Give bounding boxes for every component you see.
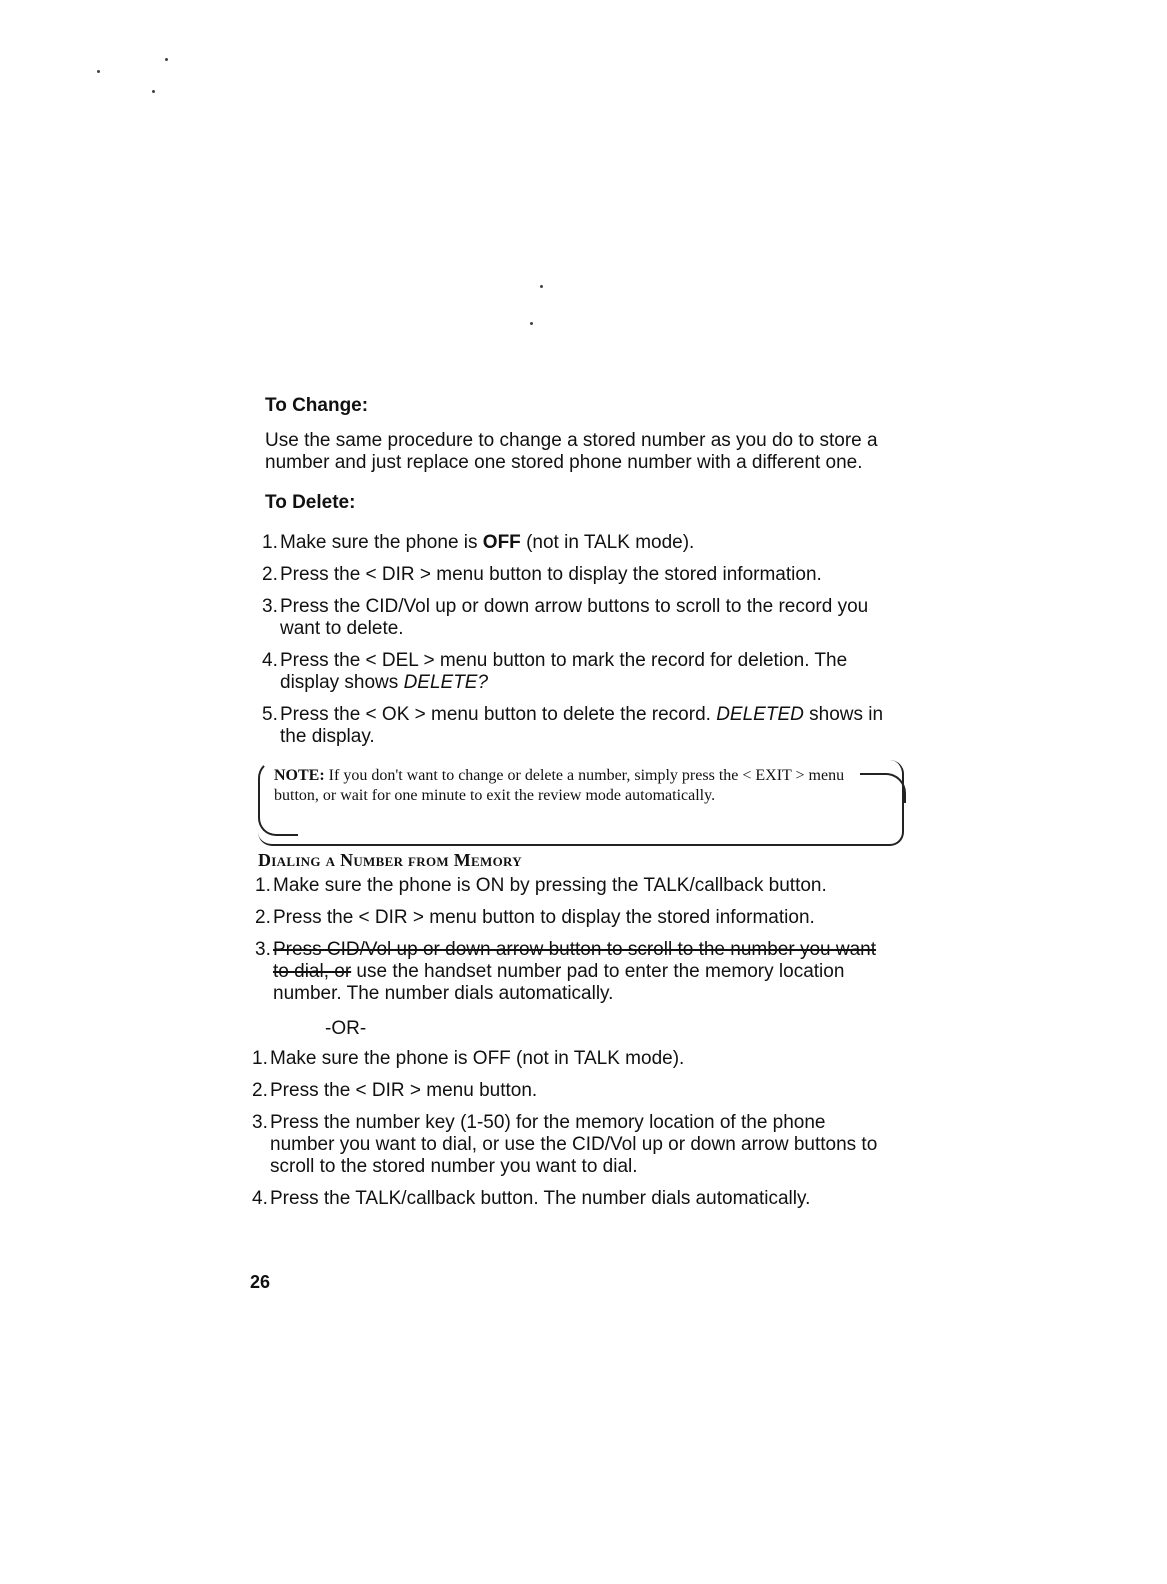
- list-item: 1. Make sure the phone is OFF (not in TALK mode).: [262, 532, 695, 553]
- scan-speck: [530, 322, 533, 325]
- list-item: 3. Press the CID/Vol up or down arrow buttons to scroll to the record you want to delete.: [262, 596, 869, 639]
- scan-speck: [97, 70, 100, 73]
- section-title: Dialing a Number from Memory: [258, 850, 522, 870]
- scan-speck: [165, 58, 168, 61]
- struck-text: Press CID/Vol up or down arrow button to scroll to the number you want to dial, or: [273, 939, 877, 982]
- list-item: 1. Make sure the phone is ON by pressing the TALK/callback button.: [255, 875, 827, 896]
- list-item: 4. Press the TALK/callback button. The number dials automatically.: [252, 1188, 811, 1209]
- delete-steps-list: [262, 532, 902, 758]
- list-item: 4. Press the < DEL > menu button to mark the record for deletion. The display shows DELETE?: [262, 650, 848, 693]
- or-separator: -OR-: [325, 1018, 367, 1039]
- note-label: NOTE:: [274, 767, 325, 784]
- dialing-steps-list: [255, 875, 895, 1015]
- note-body: If you don't want to change or delete a number, simply press the < EXIT > menu button, or wait for one minute to exit the review mode automatically.: [274, 767, 845, 804]
- page-number: 26: [250, 1272, 271, 1292]
- scan-speck: [152, 90, 155, 93]
- to-delete-heading: To Delete:: [265, 492, 356, 513]
- to-change-heading: To Change:: [265, 395, 369, 416]
- dialing-alt-steps-list: [252, 1048, 892, 1220]
- list-item: 2. Press the < DIR > menu button to display the stored information.: [255, 907, 815, 928]
- list-item: 3. Press the number key (1-50) for the memory location of the phone number you want to dial, or use the CID/Vol up or down arrow buttons to scroll to the stored number you want to dial.: [252, 1112, 878, 1177]
- list-item: 2. Press the < DIR > menu button to display the stored information.: [262, 564, 822, 585]
- to-change-text: Use the same procedure to change a stored number as you do to store a number and just replace one stored phone number with a different one.: [265, 430, 878, 473]
- scan-speck: [540, 285, 543, 288]
- note-text: [274, 766, 874, 806]
- list-item: 5. Press the < OK > menu button to delete the record. DELETED shows in the display.: [262, 704, 884, 747]
- list-item: 1. Make sure the phone is OFF (not in TALK mode).: [252, 1048, 685, 1069]
- list-item: 3. Press CID/Vol up or down arrow button to scroll to the number you want to dial, or use the handset number pad to enter the memory location number. The number dials automatically.: [255, 939, 877, 1004]
- list-item: 2. Press the < DIR > menu button.: [252, 1080, 538, 1101]
